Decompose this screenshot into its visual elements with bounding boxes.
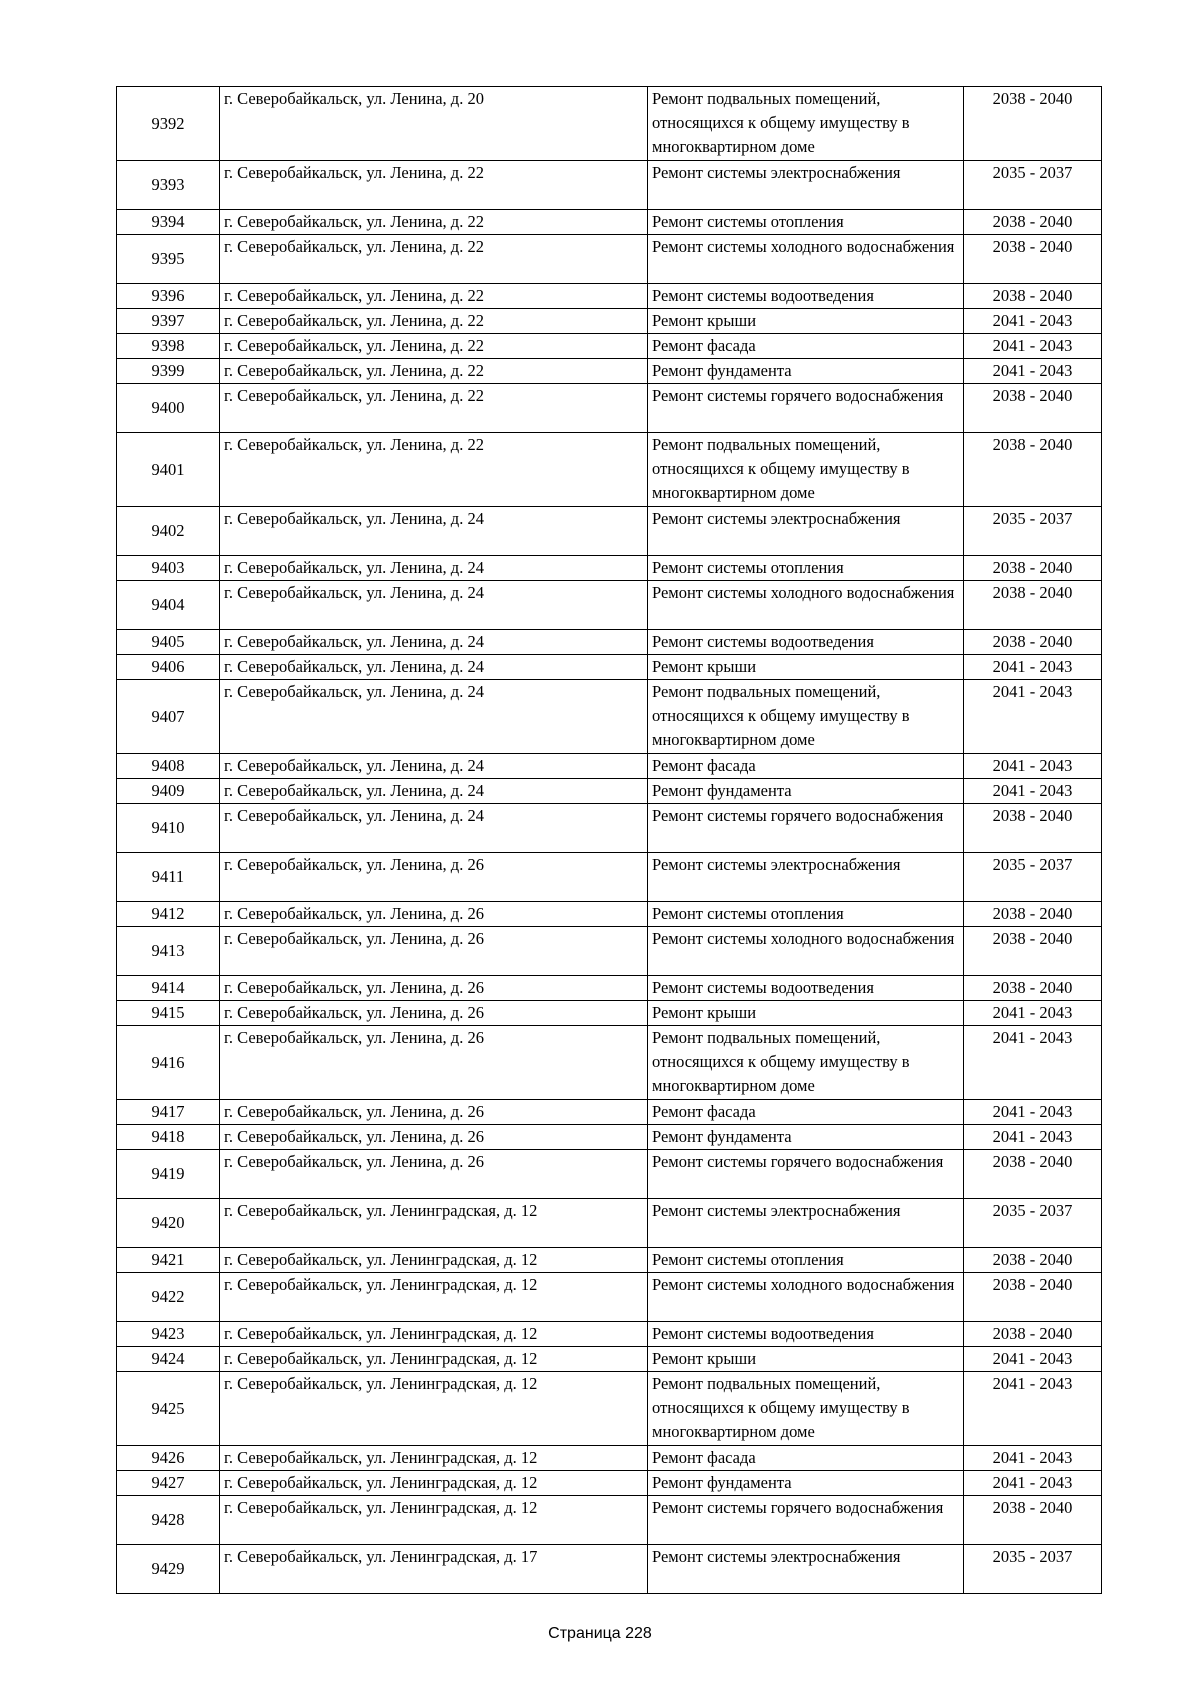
work-type-cell: Ремонт крыши	[648, 1001, 964, 1026]
row-number-cell: 9413	[117, 927, 220, 976]
work-type-cell: Ремонт системы отопления	[648, 902, 964, 927]
row-number-cell: 9410	[117, 804, 220, 853]
period-cell: 2041 - 2043	[964, 1001, 1102, 1026]
table-row	[117, 1446, 1102, 1471]
work-type-cell: Ремонт системы отопления	[648, 556, 964, 581]
row-number-cell: 9395	[117, 235, 220, 284]
period-cell: 2035 - 2037	[964, 1545, 1102, 1594]
address-cell: г. Северобайкальск, ул. Ленина, д. 22	[220, 235, 648, 284]
row-number-cell: 9411	[117, 853, 220, 902]
period-cell: 2041 - 2043	[964, 1125, 1102, 1150]
address-cell: г. Северобайкальск, ул. Ленина, д. 26	[220, 927, 648, 976]
row-number-cell: 9422	[117, 1273, 220, 1322]
row-number-cell: 9404	[117, 581, 220, 630]
period-cell: 2038 - 2040	[964, 1322, 1102, 1347]
work-type-cell: Ремонт системы электроснабжения	[648, 1545, 964, 1594]
table-row	[117, 309, 1102, 334]
row-number-cell: 9400	[117, 384, 220, 433]
address-cell: г. Северобайкальск, ул. Ленинградская, д. 12	[220, 1248, 648, 1273]
address-cell: г. Северобайкальск, ул. Ленинградская, д. 12	[220, 1446, 648, 1471]
row-number-cell: 9398	[117, 334, 220, 359]
row-number-cell: 9427	[117, 1471, 220, 1496]
period-cell: 2041 - 2043	[964, 1347, 1102, 1372]
address-cell: г. Северобайкальск, ул. Ленина, д. 24	[220, 779, 648, 804]
address-cell: г. Северобайкальск, ул. Ленина, д. 24	[220, 804, 648, 853]
table-row	[117, 804, 1102, 853]
address-cell: г. Северобайкальск, ул. Ленина, д. 26	[220, 1150, 648, 1199]
period-cell: 2038 - 2040	[964, 235, 1102, 284]
period-cell: 2038 - 2040	[964, 630, 1102, 655]
address-cell: г. Северобайкальск, ул. Ленина, д. 22	[220, 334, 648, 359]
period-cell: 2041 - 2043	[964, 334, 1102, 359]
period-cell: 2038 - 2040	[964, 1496, 1102, 1545]
work-type-cell: Ремонт фундамента	[648, 359, 964, 384]
period-cell: 2035 - 2037	[964, 161, 1102, 210]
address-cell: г. Северобайкальск, ул. Ленина, д. 26	[220, 1100, 648, 1125]
address-cell: г. Северобайкальск, ул. Ленина, д. 20	[220, 87, 648, 161]
work-type-cell: Ремонт системы холодного водоснабжения	[648, 235, 964, 284]
address-cell: г. Северобайкальск, ул. Ленинградская, д. 12	[220, 1322, 648, 1347]
table-row	[117, 581, 1102, 630]
address-cell: г. Северобайкальск, ул. Ленинградская, д. 12	[220, 1372, 648, 1446]
work-type-cell: Ремонт системы водоотведения	[648, 976, 964, 1001]
period-cell: 2041 - 2043	[964, 655, 1102, 680]
work-type-cell: Ремонт фасада	[648, 754, 964, 779]
repair-schedule-body	[117, 87, 1102, 1594]
period-cell: 2041 - 2043	[964, 1446, 1102, 1471]
address-cell: г. Северобайкальск, ул. Ленина, д. 24	[220, 754, 648, 779]
table-row	[117, 1372, 1102, 1446]
table-row	[117, 1150, 1102, 1199]
work-type-cell: Ремонт системы отопления	[648, 1248, 964, 1273]
period-cell: 2038 - 2040	[964, 581, 1102, 630]
row-number-cell: 9392	[117, 87, 220, 161]
table-row	[117, 630, 1102, 655]
work-type-cell: Ремонт фундамента	[648, 779, 964, 804]
row-number-cell: 9403	[117, 556, 220, 581]
table-row	[117, 927, 1102, 976]
period-cell: 2041 - 2043	[964, 1372, 1102, 1446]
row-number-cell: 9429	[117, 1545, 220, 1594]
row-number-cell: 9421	[117, 1248, 220, 1273]
address-cell: г. Северобайкальск, ул. Ленина, д. 24	[220, 581, 648, 630]
row-number-cell: 9405	[117, 630, 220, 655]
work-type-cell: Ремонт системы горячего водоснабжения	[648, 804, 964, 853]
table-row	[117, 1026, 1102, 1100]
table-row	[117, 779, 1102, 804]
work-type-cell: Ремонт подвальных помещений, относящихся к общему имуществу в многоквартирном доме	[648, 433, 964, 507]
table-row	[117, 1322, 1102, 1347]
row-number-cell: 9428	[117, 1496, 220, 1545]
table-row	[117, 433, 1102, 507]
period-cell: 2035 - 2037	[964, 1199, 1102, 1248]
row-number-cell: 9397	[117, 309, 220, 334]
row-number-cell: 9401	[117, 433, 220, 507]
period-cell: 2038 - 2040	[964, 1150, 1102, 1199]
address-cell: г. Северобайкальск, ул. Ленина, д. 22	[220, 384, 648, 433]
row-number-cell: 9399	[117, 359, 220, 384]
repair-schedule-table	[116, 86, 1102, 1594]
period-cell: 2041 - 2043	[964, 359, 1102, 384]
period-cell: 2038 - 2040	[964, 284, 1102, 309]
row-number-cell: 9425	[117, 1372, 220, 1446]
row-number-cell: 9412	[117, 902, 220, 927]
table-row	[117, 655, 1102, 680]
work-type-cell: Ремонт фасада	[648, 1446, 964, 1471]
table-row	[117, 1199, 1102, 1248]
row-number-cell: 9406	[117, 655, 220, 680]
address-cell: г. Северобайкальск, ул. Ленинградская, д. 17	[220, 1545, 648, 1594]
work-type-cell: Ремонт системы горячего водоснабжения	[648, 1496, 964, 1545]
work-type-cell: Ремонт системы горячего водоснабжения	[648, 384, 964, 433]
address-cell: г. Северобайкальск, ул. Ленинградская, д. 12	[220, 1471, 648, 1496]
row-number-cell: 9420	[117, 1199, 220, 1248]
work-type-cell: Ремонт подвальных помещений, относящихся к общему имуществу в многоквартирном доме	[648, 680, 964, 754]
work-type-cell: Ремонт системы холодного водоснабжения	[648, 581, 964, 630]
address-cell: г. Северобайкальск, ул. Ленина, д. 24	[220, 556, 648, 581]
address-cell: г. Северобайкальск, ул. Ленинградская, д. 12	[220, 1347, 648, 1372]
period-cell: 2041 - 2043	[964, 309, 1102, 334]
work-type-cell: Ремонт системы холодного водоснабжения	[648, 1273, 964, 1322]
address-cell: г. Северобайкальск, ул. Ленинградская, д. 12	[220, 1273, 648, 1322]
period-cell: 2038 - 2040	[964, 927, 1102, 976]
row-number-cell: 9418	[117, 1125, 220, 1150]
table-row	[117, 1001, 1102, 1026]
table-row	[117, 161, 1102, 210]
period-cell: 2038 - 2040	[964, 87, 1102, 161]
table-row	[117, 334, 1102, 359]
work-type-cell: Ремонт системы электроснабжения	[648, 1199, 964, 1248]
address-cell: г. Северобайкальск, ул. Ленина, д. 22	[220, 359, 648, 384]
table-row	[117, 853, 1102, 902]
row-number-cell: 9402	[117, 507, 220, 556]
table-row	[117, 1496, 1102, 1545]
table-row	[117, 87, 1102, 161]
work-type-cell: Ремонт фундамента	[648, 1125, 964, 1150]
table-row	[117, 1248, 1102, 1273]
address-cell: г. Северобайкальск, ул. Ленина, д. 26	[220, 1026, 648, 1100]
table-row	[117, 902, 1102, 927]
period-cell: 2038 - 2040	[964, 1248, 1102, 1273]
address-cell: г. Северобайкальск, ул. Ленина, д. 24	[220, 630, 648, 655]
work-type-cell: Ремонт фасада	[648, 1100, 964, 1125]
row-number-cell: 9419	[117, 1150, 220, 1199]
address-cell: г. Северобайкальск, ул. Ленина, д. 24	[220, 655, 648, 680]
address-cell: г. Северобайкальск, ул. Ленина, д. 22	[220, 210, 648, 235]
work-type-cell: Ремонт фундамента	[648, 1471, 964, 1496]
period-cell: 2035 - 2037	[964, 853, 1102, 902]
address-cell: г. Северобайкальск, ул. Ленина, д. 24	[220, 507, 648, 556]
address-cell: г. Северобайкальск, ул. Ленина, д. 26	[220, 1125, 648, 1150]
row-number-cell: 9409	[117, 779, 220, 804]
period-cell: 2038 - 2040	[964, 804, 1102, 853]
table-row	[117, 235, 1102, 284]
period-cell: 2038 - 2040	[964, 433, 1102, 507]
row-number-cell: 9426	[117, 1446, 220, 1471]
period-cell: 2038 - 2040	[964, 210, 1102, 235]
table-row	[117, 210, 1102, 235]
row-number-cell: 9415	[117, 1001, 220, 1026]
work-type-cell: Ремонт крыши	[648, 1347, 964, 1372]
address-cell: г. Северобайкальск, ул. Ленина, д. 22	[220, 309, 648, 334]
work-type-cell: Ремонт системы холодного водоснабжения	[648, 927, 964, 976]
table-row	[117, 507, 1102, 556]
table-row	[117, 1545, 1102, 1594]
row-number-cell: 9407	[117, 680, 220, 754]
work-type-cell: Ремонт системы горячего водоснабжения	[648, 1150, 964, 1199]
work-type-cell: Ремонт крыши	[648, 655, 964, 680]
work-type-cell: Ремонт системы отопления	[648, 210, 964, 235]
period-cell: 2038 - 2040	[964, 976, 1102, 1001]
row-number-cell: 9414	[117, 976, 220, 1001]
address-cell: г. Северобайкальск, ул. Ленина, д. 22	[220, 161, 648, 210]
period-cell: 2038 - 2040	[964, 384, 1102, 433]
row-number-cell: 9394	[117, 210, 220, 235]
table-row	[117, 359, 1102, 384]
row-number-cell: 9423	[117, 1322, 220, 1347]
table-row	[117, 976, 1102, 1001]
period-cell: 2041 - 2043	[964, 754, 1102, 779]
table-row	[117, 1273, 1102, 1322]
work-type-cell: Ремонт подвальных помещений, относящихся к общему имуществу в многоквартирном доме	[648, 87, 964, 161]
address-cell: г. Северобайкальск, ул. Ленина, д. 26	[220, 1001, 648, 1026]
table-row	[117, 1471, 1102, 1496]
row-number-cell: 9393	[117, 161, 220, 210]
address-cell: г. Северобайкальск, ул. Ленина, д. 24	[220, 680, 648, 754]
table-row	[117, 1100, 1102, 1125]
period-cell: 2041 - 2043	[964, 1100, 1102, 1125]
work-type-cell: Ремонт подвальных помещений, относящихся к общему имуществу в многоквартирном доме	[648, 1372, 964, 1446]
period-cell: 2038 - 2040	[964, 556, 1102, 581]
table-row	[117, 284, 1102, 309]
period-cell: 2035 - 2037	[964, 507, 1102, 556]
period-cell: 2041 - 2043	[964, 680, 1102, 754]
table-row	[117, 680, 1102, 754]
address-cell: г. Северобайкальск, ул. Ленина, д. 22	[220, 284, 648, 309]
period-cell: 2041 - 2043	[964, 1471, 1102, 1496]
work-type-cell: Ремонт системы электроснабжения	[648, 853, 964, 902]
work-type-cell: Ремонт крыши	[648, 309, 964, 334]
address-cell: г. Северобайкальск, ул. Ленинградская, д. 12	[220, 1199, 648, 1248]
address-cell: г. Северобайкальск, ул. Ленина, д. 22	[220, 433, 648, 507]
work-type-cell: Ремонт подвальных помещений, относящихся к общему имуществу в многоквартирном доме	[648, 1026, 964, 1100]
row-number-cell: 9408	[117, 754, 220, 779]
address-cell: г. Северобайкальск, ул. Ленина, д. 26	[220, 976, 648, 1001]
table-row	[117, 1125, 1102, 1150]
table-row	[117, 1347, 1102, 1372]
table-row	[117, 754, 1102, 779]
work-type-cell: Ремонт системы электроснабжения	[648, 161, 964, 210]
work-type-cell: Ремонт системы электроснабжения	[648, 507, 964, 556]
period-cell: 2041 - 2043	[964, 779, 1102, 804]
row-number-cell: 9396	[117, 284, 220, 309]
work-type-cell: Ремонт системы водоотведения	[648, 630, 964, 655]
table-row	[117, 556, 1102, 581]
page-number: Страница 228	[548, 1625, 652, 1642]
work-type-cell: Ремонт системы водоотведения	[648, 284, 964, 309]
address-cell: г. Северобайкальск, ул. Ленина, д. 26	[220, 902, 648, 927]
address-cell: г. Северобайкальск, ул. Ленинградская, д. 12	[220, 1496, 648, 1545]
row-number-cell: 9416	[117, 1026, 220, 1100]
table-row	[117, 384, 1102, 433]
work-type-cell: Ремонт фасада	[648, 334, 964, 359]
period-cell: 2041 - 2043	[964, 1026, 1102, 1100]
row-number-cell: 9424	[117, 1347, 220, 1372]
row-number-cell: 9417	[117, 1100, 220, 1125]
work-type-cell: Ремонт системы водоотведения	[648, 1322, 964, 1347]
address-cell: г. Северобайкальск, ул. Ленина, д. 26	[220, 853, 648, 902]
period-cell: 2038 - 2040	[964, 1273, 1102, 1322]
period-cell: 2038 - 2040	[964, 902, 1102, 927]
